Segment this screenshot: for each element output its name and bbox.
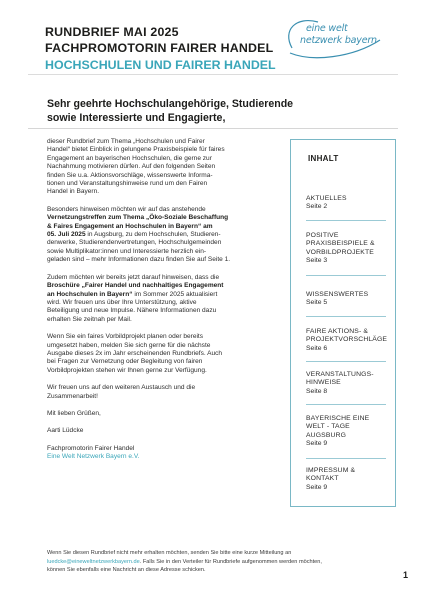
text-line: Zusammenarbeit! [47,392,98,400]
toc-item-page: Seite 3 [306,257,328,265]
text-line: finden Sie u.a. Aktionsvorschläge, wissenswerte Informa- [47,171,213,179]
closing-paragraph [47,384,275,401]
header-divider [28,74,398,75]
unsubscribe-notice [47,549,377,575]
intro-paragraph [47,138,275,197]
toc-item-label: AKTUELLES [306,195,347,202]
toc-divider [306,458,386,459]
text-line: wird. Wir freuen uns über Ihre Unterstützung, aktive [47,298,197,306]
text-line: sowie Multiplikator:innen und Interessierte herzlich ein- [47,247,207,255]
logo-text-line2: netzwerk bayern [300,35,377,46]
toc-item-label: POSITIVE [306,232,339,239]
newsletter-header [45,24,276,73]
text-line: im Sommer 2025 aktualisiert [132,290,218,298]
brochure-title: an Hochschulen in Bayern“ [47,290,133,298]
toc-item-label: PROJEKTVORSCHLÄGE [306,336,388,344]
text-line: Handel in Bayern. [47,188,100,196]
text-line: tionen und Veranstaltungshinweise rund um den Fairen [47,180,208,188]
toc-item-label: KONTAKT [306,475,339,483]
toc-title: INHALT [308,154,339,163]
toc-item-label: WELT - TAGE [306,423,350,431]
text-line: Wenn Sie ein faires Vorbildprojekt planen oder bereits [47,333,204,341]
text-line: dieser Rundbrief zum Thema „Hochschulen und Fairer [47,138,205,145]
toc-item-page: Seite 6 [306,344,328,352]
footer-line: Wenn Sie diesen Rundbrief nicht mehr erhalten möchten, senden Sie bitte eine kurze Mitteilung an [47,550,292,556]
newsletter-topic: HOCHSCHULEN UND FAIRER HANDEL [45,58,276,72]
text-line: Beteiligung und neue Impulse. Nähere Informationen dazu [47,307,217,315]
project-paragraph [47,333,275,375]
text-line: Vorbildprojekten stehen wir Ihnen gerne zur Verfügung. [47,366,207,374]
toc-item-label: VERANSTALTUNGS- [306,371,374,378]
event-date: 05. Juli 2025 [47,231,86,239]
text-line: & Faires Engagement an Hochschulen in Bayern“ am [47,222,213,230]
toc-item-label: VORBILDPROJEKTE [306,248,374,256]
networking-paragraph [47,206,275,265]
text-line: geladen sind – mehr Informationen dazu finden Sie auf Seite 1. [47,256,231,264]
greeting-line: sowie Interessierte und Engagierte, [47,111,226,124]
text-line: Broschüre [47,282,82,290]
toc-item-label: WISSENSWERTES [306,291,369,298]
toc-item-wissenswertes[interactable] [306,291,388,308]
text-line: erhalten Sie zeitnah per Mail. [47,315,132,323]
toc-item-page: Seite 9 [306,483,328,491]
newsletter-author-role: FACHPROMOTORIN FAIRER HANDEL [45,41,274,55]
toc-item-page: Seite 2 [306,203,328,211]
toc-divider [306,220,386,221]
text-line: Handel“ bietet Einblick in gelungene Praxisbeispiele für faires [47,146,225,154]
toc-divider [306,275,386,276]
toc-item-aktionsvorschlaege[interactable] [306,328,388,353]
toc-item-label: FAIRE AKTIONS- & [306,328,369,335]
text-line: Engagement an bayerischen Hochschulen, die gerne zur [47,154,212,162]
toc-item-praxisbeispiele[interactable] [306,232,388,266]
text-line: Nachahmung motivieren dürfen. Auf den folgenden Seiten [47,163,216,171]
text-line: denwerke, Studierendenvertretungen, Hochschulgemeinden [47,239,222,247]
text-line: in Augsburg, zu dem Hochschulen, Studieren- [85,231,221,239]
contact-email-link[interactable]: luedcke@eineweltnetzwerkbayern.de [47,558,140,565]
page-number: 1 [403,570,409,580]
organization-link[interactable]: Eine Welt Netzwerk Bayern e.V. [47,453,140,461]
footer-line: können Sie ebenfalls eine Nachricht an diese Adresse schicken. [47,567,206,573]
footer-line: . Falls Sie in den Verteiler für Rundbriefe aufgenommen werden möchten, [139,558,322,565]
greeting-line: Sehr geehrte Hochschulangehörige, Studierende [47,98,294,110]
toc-item-label: AUGSBURG [306,431,347,439]
toc-item-label: HINWEISE [306,379,341,387]
text-line: umgesetzt haben, melden Sie sich gerne für die nächste [47,341,211,349]
toc-item-label: PRAXISBEISPIELE & [306,240,375,248]
toc-divider [306,316,386,317]
signature-name: Aarti Lüdcke [47,427,84,435]
toc-item-page: Seite 8 [306,387,328,395]
toc-item-label: IMPRESSUM & [306,467,356,474]
brochure-title: „Fairer Handel und nachhaltiges Engagement [81,282,224,290]
text-line: Wir freuen uns auf den weiteren Austausch und die [47,384,196,392]
text-line: Besonders hinweisen möchten wir auf das anstehende [47,205,206,213]
toc-divider [306,361,386,362]
text-line: Ausgabe dieses 2x im Jahr erscheinenden Rundbriefs. Auch [47,349,223,357]
text-line: Zudem möchten wir bereits jetzt darauf hinweisen, dass die [47,273,220,281]
logo-text-line1: eine welt [306,23,348,34]
brochure-paragraph [47,274,275,324]
toc-item-veranstaltungshinweise[interactable] [306,371,388,396]
signature-role: Fachpromotorin Fairer Handel [47,444,135,452]
greeting-divider [28,128,398,129]
eine-welt-netzwerk-logo[interactable] [282,18,392,60]
table-of-contents [290,139,396,507]
toc-divider [306,404,386,405]
text-line: Vernetzungstreffen zum Thema „Öko-Soziale Beschaffung [47,214,229,222]
toc-item-page: Seite 5 [306,299,328,307]
toc-item-page: Seite 9 [306,440,328,448]
signature-block [47,445,275,462]
letter-body [47,138,275,462]
salutation: Mit lieben Grüßen, [47,409,101,417]
text-line: bei Fragen zur Vernetzung oder Begleitung von fairen [47,358,203,366]
newsletter-title: RUNDBRIEF MAI 2025 [45,25,179,39]
toc-item-eine-welt-tage[interactable] [306,415,388,449]
toc-item-label: BAYERISCHE EINE [306,415,370,422]
greeting-heading [47,98,377,125]
toc-item-aktuelles[interactable] [306,195,388,212]
toc-item-impressum[interactable] [306,467,388,492]
